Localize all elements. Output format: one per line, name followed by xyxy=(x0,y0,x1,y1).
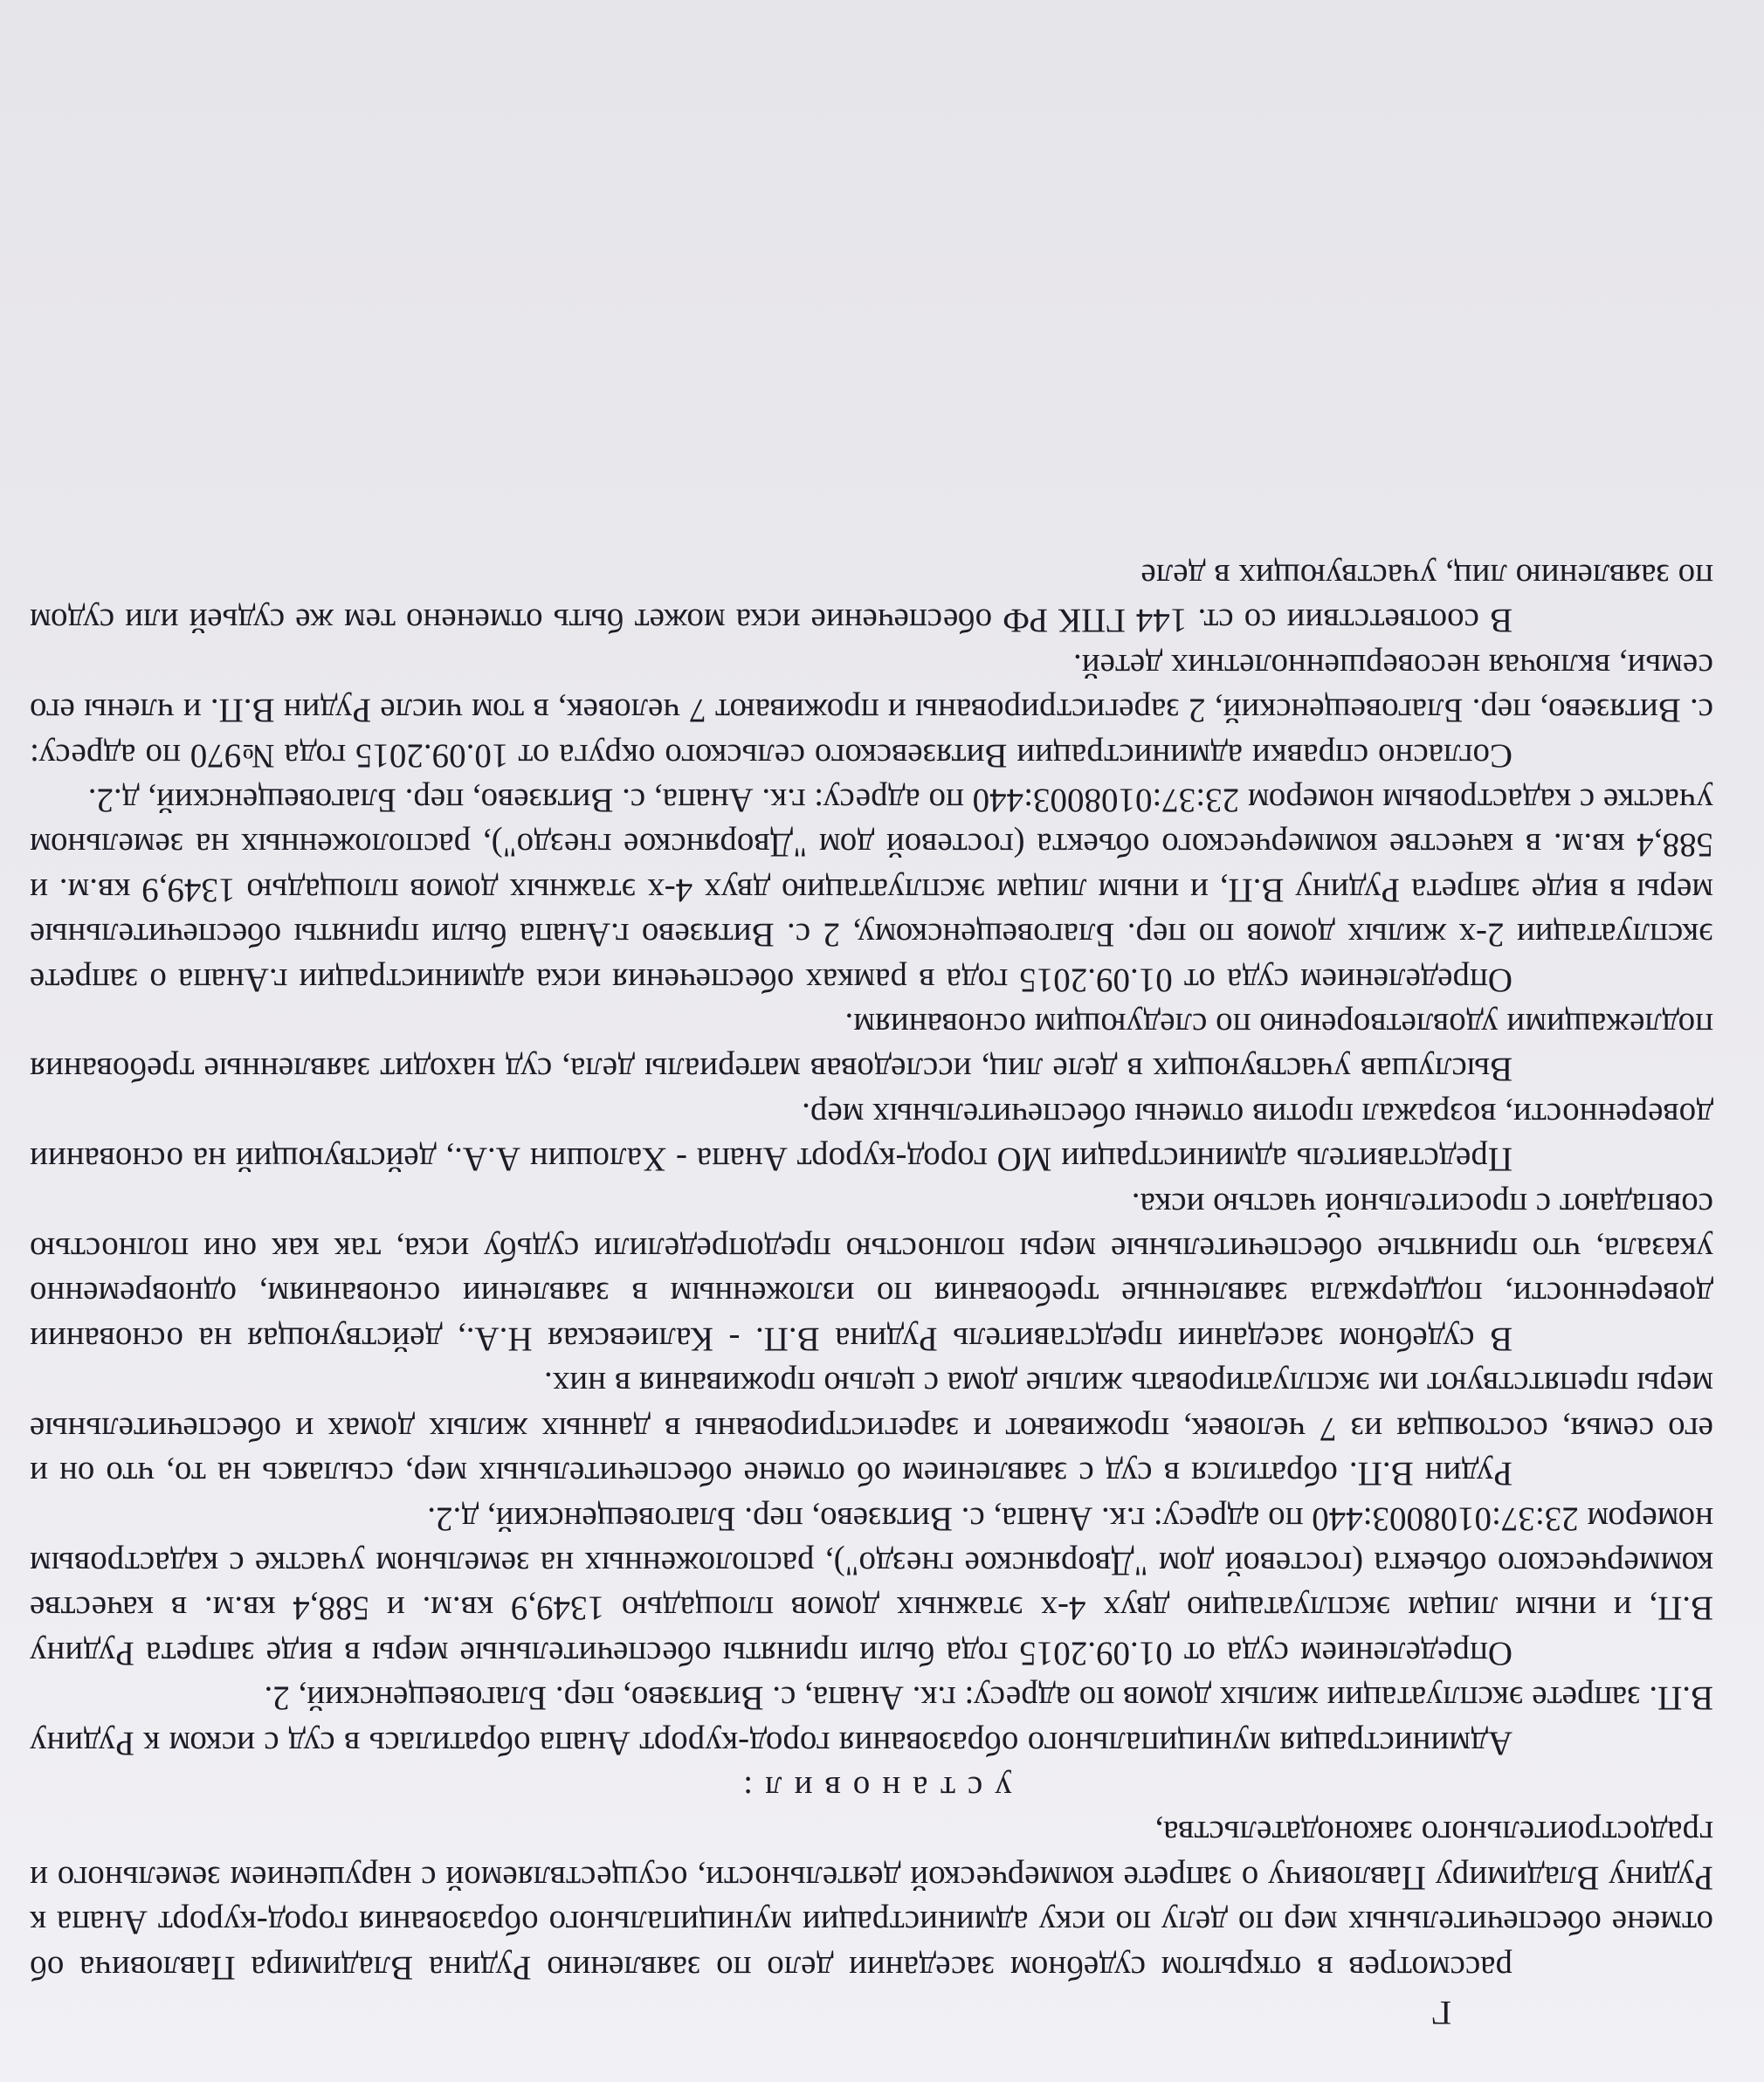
paragraph: Администрация муниципального образования город-курорт Анапа обратилась в суд с иском к Рудину В.П. запрете эксплуатации жилых домов по адресу: г.к. Анапа, с. Витязево, пер. Благовещенский, 2. xyxy=(30,1679,1713,1762)
paragraph: Выслушав участвующих в деле лиц, исследовав материалы дела, суд находит заявленные требования подлежащими удовлетворению по следующим основаниям. xyxy=(30,1006,1713,1089)
paragraph: В судебном заседании представитель Рудина В.П. - Калиевская Н.А., действующая на основании доверенности, поддержала заявленные требования по изложенным в заявлении основаниям, одновременно указала, что принятые обеспечительные меры полностью предопределили судьбу иска, так как они полностью совпадают с просительной частью иска. xyxy=(30,1185,1713,1358)
section-heading: установил: xyxy=(731,1768,1012,1807)
intro-paragraph: рассмотрев в открытом судебном заседании дело по заявлению Рудина Владимира Павловича об отмене обеспечительных мер по делу по иску администрации муниципального образования город-курорт Анапа к Рудину Владимиру Павловичу о запрете коммерческой деятельности, осуществляемой с нарушением земельного и градостроительного законодательства, xyxy=(30,1814,1713,1987)
paragraph: Согласно справки администрации Витязевского сельского округа от 10.09.2015 года №970 по адресу: с. Витязево, пер. Благовещенский, 2 зарегистрированы и проживают 7 человек, в том числе Рудин В.П. и члены его семьи, включая несовершеннолетних детей. xyxy=(30,646,1713,775)
document-fragment: Г xyxy=(1431,1994,1451,2031)
document-body xyxy=(30,554,1713,2035)
paragraph: Рудин В.П. обратился в суд с заявлением об отмене обеспечительных мер, ссылаясь на то, что он и его семья, состоящая из 7 человек, проживают и зарегистрированы в данных жилых домах и обеспечительные меры препятствуют им эксплуатировать жилые дома с целью проживания в них. xyxy=(30,1365,1713,1493)
paragraph: Представитель администрации МО город-курорт Анапа - Халошин А.А., действующий на основании доверенности, возражал против отмены обеспечительных мер. xyxy=(30,1095,1713,1179)
paragraph: Определением суда от 01.09.2015 года были приняты обеспечительные меры в виде запрета Рудину В.П, и иным лицам эксплуатацию двух 4-х этажных домов площадью 1349,9 кв.м. и 588,4 кв.м. в качестве коммерческого объекта (гостевой дом "Дворянское гнездо"), расположенных на земельном участке с кадастровым номером 23:37:0108003:440 по адресу: г.к. Анапа, с. Витязево, пер. Благовещенский, д.2. xyxy=(30,1499,1713,1672)
paragraph: В соответствии со ст. 144 ГПК РФ обеспечение иска может быть отменено тем же судьей или судом по заявлению лиц, участвующих в деле xyxy=(30,557,1713,640)
paragraph: Определением суда от 01.09.2015 года в рамках обеспечения иска администрации г.Анапа о запрете эксплуатации 2-х жилых домов по пер. Благовещенскому, 2 с. Витязево г.Анапа были приняты обеспечительные меры в виде запрета Рудину В.П, и иным лицам эксплуатацию двух 4-х этажных домов площадью 1349,9 кв.м. и 588,4 кв.м. в качестве коммерческого объекта (гостевой дом "Дворянское гнездо"), расположенных на земельном участке с кадастровым номером 23:37:0108003:440 по адресу: г.к. Анапа, с. Витязево, пер. Благовещенский, д.2. xyxy=(30,782,1713,999)
